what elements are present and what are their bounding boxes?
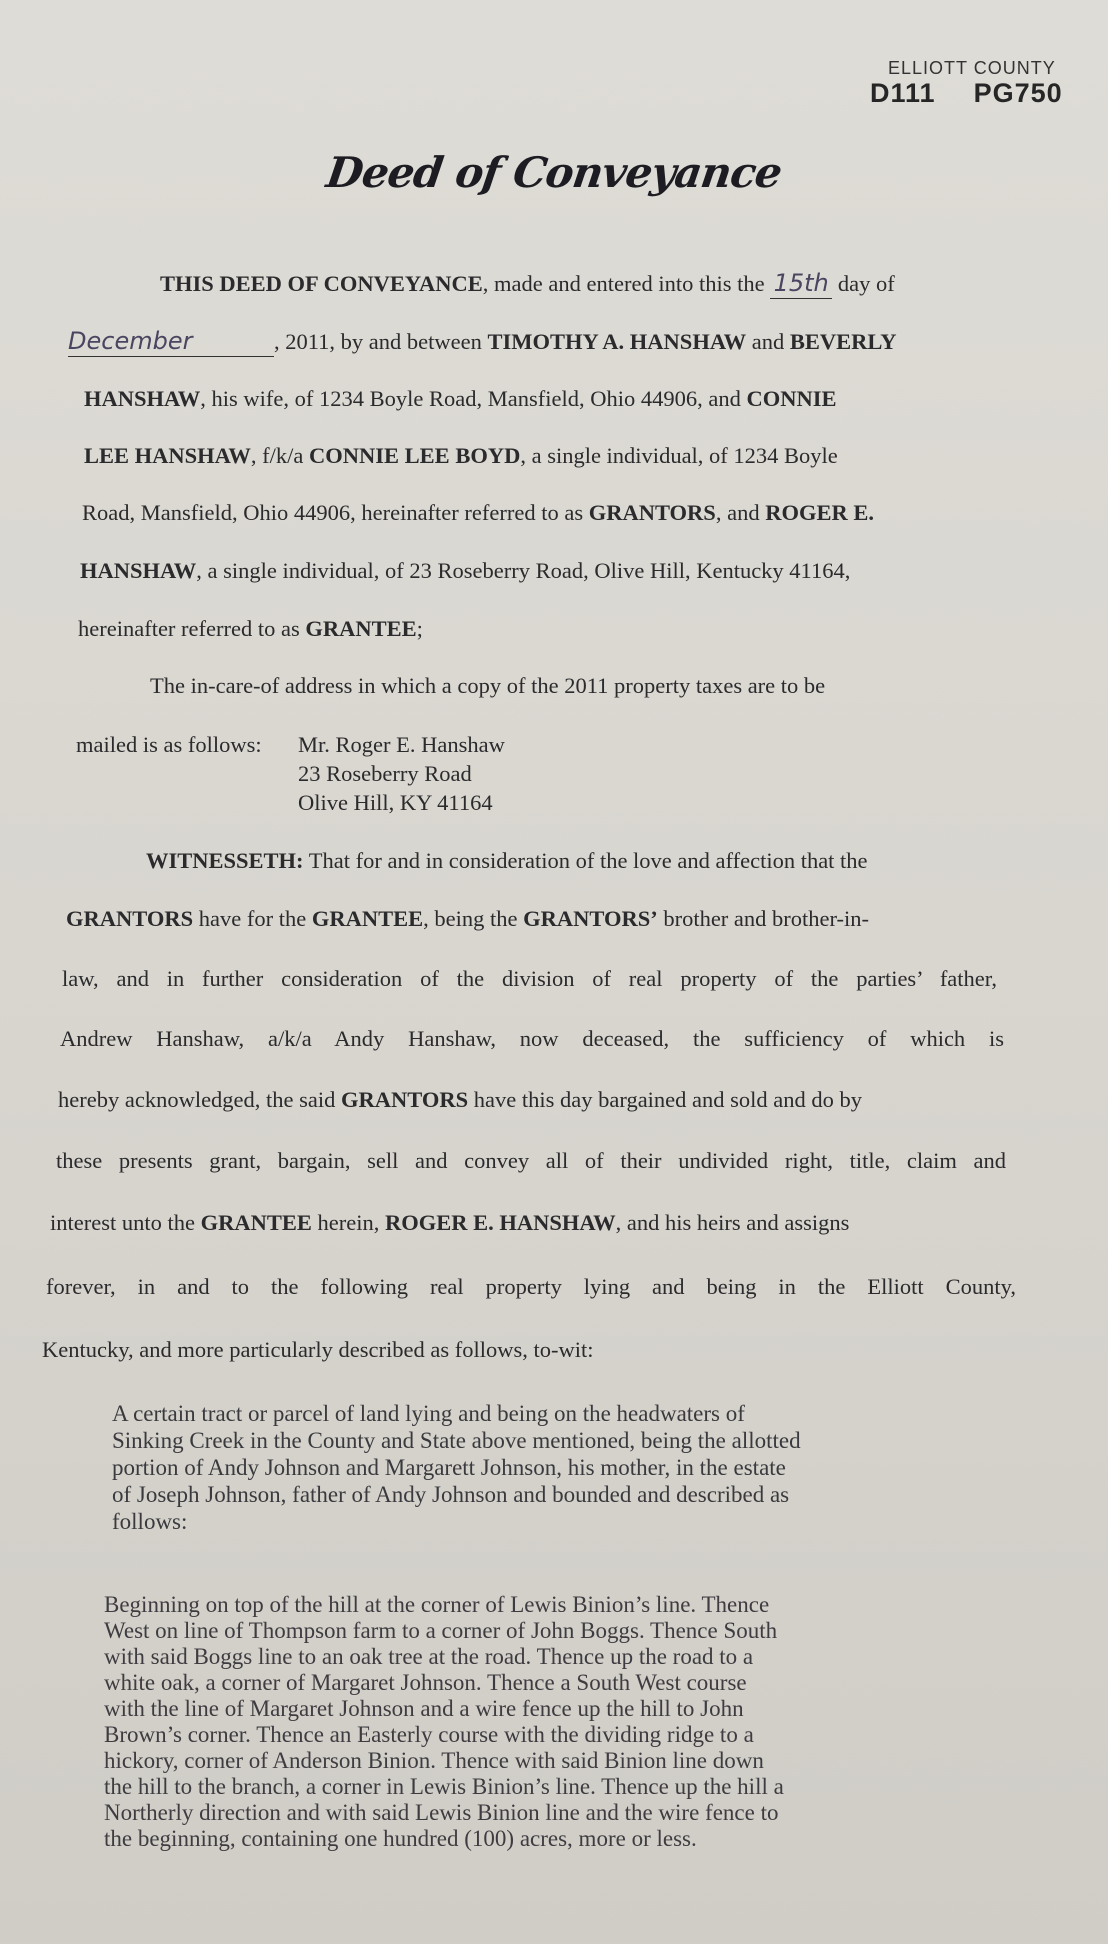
tract-description-line: Sinking Creek in the County and State above mentioned, being the allotted: [112, 1428, 801, 1453]
para3-line1: [146, 846, 868, 876]
text: , and his heirs and assigns: [615, 1210, 850, 1235]
text: have this day bargained and sold and do by: [473, 1087, 863, 1112]
para1-line3: [84, 384, 836, 414]
bounds-description-line: the beginning, containing one hundred (100) acres, more or less.: [104, 1826, 697, 1851]
document-title: Deed of Conveyance: [323, 148, 785, 197]
bounds-description-line: Beginning on top of the hill at the corner of Lewis Binion’s line. Thence: [104, 1592, 770, 1617]
mailing-address-city: Olive Hill, KY 41164: [298, 790, 493, 815]
bounds-description-line: Northerly direction and with said Lewis Binion line and the wire fence to: [104, 1800, 779, 1825]
grantor-name: BEVERLY: [789, 329, 897, 354]
deed-heading-text: THIS DEED OF CONVEYANCE: [160, 271, 483, 296]
grantor-name: HANSHAW: [84, 386, 201, 411]
text: , 2011, by and between: [274, 329, 482, 354]
para1-line5: [82, 498, 874, 528]
bounds-description-line: white oak, a corner of Margaret Johnson. Thence a South West course: [104, 1670, 747, 1695]
para2-line2: mailed is as follows:: [76, 732, 262, 757]
para1-line6: [80, 556, 850, 586]
mailing-address-street: 23 Roseberry Road: [298, 761, 472, 786]
tract-description-line: A certain tract or parcel of land lying and being on the headwaters of: [112, 1401, 745, 1426]
para3-line2: [66, 904, 869, 934]
para3-line5: [58, 1085, 862, 1115]
text: That for and in consideration of the love and affection that the: [308, 848, 868, 873]
text: have for the: [198, 906, 307, 931]
text: , a single individual, of 23 Roseberry Road, Olive Hill, Kentucky 41164,: [196, 558, 851, 583]
grantor-name: CONNIE LEE BOYD: [309, 443, 521, 468]
text: , a single individual, of 1234 Boyle: [520, 443, 838, 468]
para3-line7: [50, 1208, 849, 1238]
text: and: [751, 329, 785, 354]
grantors-term: GRANTORS’: [523, 906, 658, 931]
para1-line1: [160, 268, 895, 299]
para1-line4: [84, 441, 838, 471]
page-number: PG750: [973, 78, 1063, 108]
grantors-term: GRANTORS: [341, 1087, 469, 1112]
grantee-term: GRANTEE: [200, 1210, 312, 1235]
bounds-description-line: with said Boggs line to an oak tree at the road. Thence up the road to a: [104, 1644, 754, 1669]
handwritten-month: December: [68, 326, 274, 357]
text: Road, Mansfield, Ohio 44906, hereinafter referred to as: [82, 500, 584, 525]
para3-line8: forever, in and to the following real property lying and being in the Elliott County,: [46, 1274, 1016, 1299]
deed-book-number: D111: [870, 78, 936, 108]
para2-line1: The in-care-of address in which a copy of the 2011 property taxes are to be: [150, 673, 826, 698]
grantor-name: LEE HANSHAW: [84, 443, 251, 468]
para3-line6: these presents grant, bargain, sell and convey all of their undivided right, title, claim and: [56, 1148, 1006, 1173]
grantor-name: TIMOTHY A. HANSHAW: [487, 329, 747, 354]
para1-line2: [68, 326, 897, 357]
text: ;: [416, 616, 423, 641]
bounds-description-line: with the line of Margaret Johnson and a wire fence up the hill to John: [104, 1696, 744, 1721]
grantee-name: ROGER E.: [765, 500, 874, 525]
grantee-name: HANSHAW: [80, 558, 197, 583]
text: herein,: [317, 1210, 380, 1235]
bounds-description-line: hickory, corner of Anderson Binion. Thence with said Binion line down: [104, 1748, 764, 1773]
text: , made and entered into this the: [482, 271, 765, 296]
bounds-description-line: the hill to the branch, a corner in Lewis Binion’s line. Thence up the hill a: [104, 1774, 784, 1799]
tract-description-line: follows:: [112, 1509, 188, 1534]
book-page-reference: [870, 78, 1063, 109]
para3-line4: Andrew Hanshaw, a/k/a Andy Hanshaw, now deceased, the sufficiency of which is: [60, 1026, 1004, 1051]
grantee-term: GRANTEE: [311, 906, 424, 931]
bounds-description-line: Brown’s corner. Thence an Easterly course with the dividing ridge to a: [104, 1722, 754, 1747]
handwritten-day: 15th: [770, 268, 832, 299]
bounds-description-line: West on line of Thompson farm to a corner of John Boggs. Thence South: [104, 1618, 778, 1643]
para1-line7: [78, 614, 423, 644]
grantors-term: GRANTORS: [66, 906, 194, 931]
text: , being the: [423, 906, 518, 931]
county-label: ELLIOTT COUNTY: [888, 58, 1056, 78]
text: brother and brother-in-: [663, 906, 870, 931]
witnesseth-heading: WITNESSETH:: [146, 848, 304, 873]
text: , and: [715, 500, 760, 525]
text: hereby acknowledged, the said: [58, 1087, 336, 1112]
para3-line3: law, and in further consideration of the division of real property of the parties’ father,: [62, 966, 997, 991]
text: , his wife, of 1234 Boyle Road, Mansfield, Ohio 44906, and: [200, 386, 741, 411]
grantee-name: ROGER E. HANSHAW: [384, 1210, 616, 1235]
tract-description-line: of Joseph Johnson, father of Andy Johnson and bounded and described as: [112, 1482, 790, 1507]
mailing-address-name: Mr. Roger E. Hanshaw: [298, 732, 505, 757]
text: hereinafter referred to as: [78, 616, 300, 641]
grantor-name: CONNIE: [746, 386, 837, 411]
grantee-term: GRANTEE: [305, 616, 417, 641]
grantors-term: GRANTORS: [588, 500, 716, 525]
text: interest unto the: [50, 1210, 195, 1235]
para3-line9: Kentucky, and more particularly described as follows, to-wit:: [42, 1337, 594, 1362]
tract-description-line: portion of Andy Johnson and Margarett Johnson, his mother, in the estate: [112, 1455, 786, 1480]
text: day of: [837, 271, 895, 296]
text: , f/k/a: [250, 443, 304, 468]
